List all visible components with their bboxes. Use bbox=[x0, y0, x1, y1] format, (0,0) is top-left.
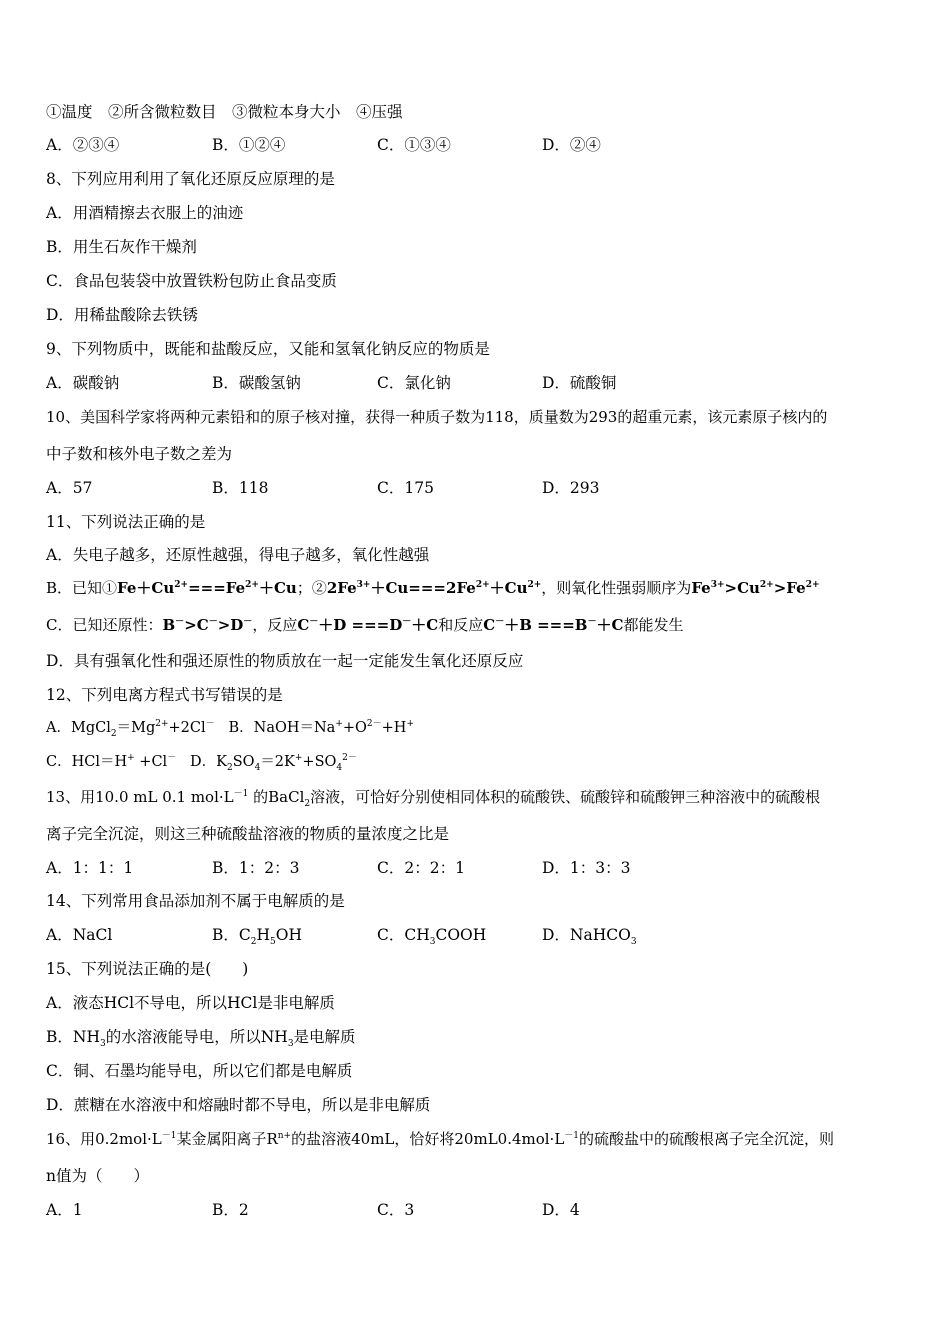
q11-option-b: B．已知$①Fe+Cu^{2+}===Fe^{2+}+Cu$；$②2Fe^{3+}+Cu===2Fe^{2+}+Cu^{2+}$，则氧化性强弱顺序为$Fe^{3+}>Cu^{2+}>Fe^{2+}$ bbox=[46, 579, 820, 597]
q9-option-c: C．氯化钠 bbox=[377, 374, 451, 392]
q9-option-a: A．碳酸钠 bbox=[46, 374, 120, 392]
q16-stem-line1: 16、用$0.2mol\cdot L^{-1}$某金属阳离子$R^{n+}$的盐溶液40mL，恰好将$20mL0.4mol\cdot L^{-1}$的硫酸盐中的硫酸根离子完全沉淀，则 bbox=[46, 1130, 835, 1148]
q16-option-c: C．3 bbox=[377, 1201, 415, 1219]
q12-option-a: $MgCl_2=Mg^{2+}+2Cl^-$ bbox=[70, 719, 215, 739]
q13-option-c: C．2：2：1 bbox=[377, 859, 465, 877]
q14-stem: 14、下列常用食品添加剂不属于电解质的是 bbox=[46, 892, 345, 910]
q11-option-d: D．具有强氧化性和强还原性的物质放在一起一定能发生氧化还原反应 bbox=[46, 652, 524, 670]
q10-option-c: C．175 bbox=[377, 479, 434, 497]
q8-option-a: A．用酒精擦去衣服上的油迹 bbox=[46, 204, 244, 222]
q12-option-d: $K_2SO_4=2K^++SO_4^{2-}$ bbox=[216, 753, 357, 773]
q11-b-order: $Fe^{3+}>Cu^{2+}>Fe^{2+}$ bbox=[691, 579, 820, 597]
q7-option-d: D．②④ bbox=[542, 136, 601, 154]
q12-stem: 12、下列电离方程式书写错误的是 bbox=[46, 686, 283, 704]
q8-option-c: C．食品包装袋中放置铁粉包防止食品变质 bbox=[46, 272, 337, 290]
q10-option-b: B．118 bbox=[212, 479, 269, 497]
q12-options-cd: C．HCl＝H+ +Cl－ D．$K_2SO_4=2K^++SO_4^{2-}$ bbox=[46, 753, 357, 773]
q16-option-d: D．4 bbox=[542, 1201, 580, 1219]
q14-option-a: A．NaCl bbox=[46, 926, 113, 944]
q11-option-a: A．失电子越多，还原性越强，得电子越多，氧化性越强 bbox=[46, 546, 430, 564]
q11-stem: 11、下列说法正确的是 bbox=[46, 513, 206, 531]
q12-option-c: HCl＝H+ +Cl－ bbox=[71, 753, 177, 770]
q7-items: ①温度 ②所含微粒数目 ③微粒本身大小 ④压强 bbox=[46, 103, 403, 121]
q16-option-b: B．2 bbox=[212, 1201, 249, 1219]
q14-option-d: D．NaHCO$_3$ bbox=[542, 926, 637, 948]
q9-option-b: B．碳酸氢钠 bbox=[212, 374, 301, 392]
q10-option-d: D．293 bbox=[542, 479, 600, 497]
q12-options-ab: A．$MgCl_2=Mg^{2+}+2Cl^-$ B．$NaOH=Na^++O^{2-}+H^+$ bbox=[46, 719, 414, 739]
q16-option-a: A．1 bbox=[46, 1201, 83, 1219]
q8-option-b: B．用生石灰作干燥剂 bbox=[46, 238, 197, 256]
q10-stem-line1: 10、美国科学家将两种元素铅和的原子核对撞，获得一种质子数为118，质量数为293的超重元素，该元素原子核内的 bbox=[46, 408, 828, 426]
q15-option-d: D．蔗糖在水溶液中和熔融时都不导电，所以是非电解质 bbox=[46, 1096, 431, 1114]
q15-option-a: A．液态HCl不导电，所以HCl是非电解质 bbox=[46, 994, 335, 1012]
q13-stem-line2: 离子完全沉淀，则这三种硫酸盐溶液的物质的量浓度之比是 bbox=[46, 825, 450, 843]
q16-stem-line2: n值为（ ） bbox=[46, 1167, 149, 1185]
q11-b-eq1: $Fe+Cu^{2+}===Fe^{2+}+Cu$ bbox=[117, 579, 297, 597]
q9-stem: 9、下列物质中，既能和盐酸反应，又能和氢氧化钠反应的物质是 bbox=[46, 340, 490, 358]
q8-option-d: D．用稀盐酸除去铁锈 bbox=[46, 306, 198, 324]
q14-option-b: B．$C_2H_5OH$ bbox=[212, 926, 302, 948]
q9-option-d: D．硫酸铜 bbox=[542, 374, 617, 392]
q15-option-b: B．$NH_3$的水溶液能导电，所以$NH_3$是电解质 bbox=[46, 1028, 356, 1050]
q15-stem: 15、下列说法正确的是( ) bbox=[46, 960, 249, 978]
q14-option-c: C．$CH_3COOH$ bbox=[377, 926, 487, 948]
q13-stem-line1: 13、用10.0 mL 0.1 $mol\cdot L^{-1}$ 的BaCl$_2$溶液，可恰好分别使相同体积的硫酸铁、硫酸锌和硫酸钾三种溶液中的硫酸根 bbox=[46, 788, 821, 809]
q10-option-a: A．57 bbox=[46, 479, 93, 497]
q11-b-eq2: $2Fe^{3+}+Cu===2Fe^{2+}+Cu^{2+}$ bbox=[326, 579, 542, 597]
q7-option-b: B．①②④ bbox=[212, 136, 286, 154]
q7-option-a: A．②③④ bbox=[46, 136, 120, 154]
q13-option-a: A．1：1：1 bbox=[46, 859, 134, 877]
q8-stem: 8、下列应用利用了氧化还原反应原理的是 bbox=[46, 170, 335, 188]
q13-option-b: B．1：2：3 bbox=[212, 859, 300, 877]
q15-option-c: C．铜、石墨均能导电，所以它们都是电解质 bbox=[46, 1062, 353, 1080]
q11-b-lead: B．已知① bbox=[46, 579, 118, 597]
q10-stem-line2: 中子数和核外电子数之差为 bbox=[46, 445, 233, 463]
q11-option-c: C．已知还原性：B－>C－>D－，反应C－＋D ===D－＋C和反应C－＋B ===B－＋C都能发生 bbox=[46, 616, 684, 634]
q7-option-c: C．①③④ bbox=[377, 136, 451, 154]
q12-option-b: $NaOH=Na^++O^{2-}+H^+$ bbox=[253, 719, 414, 736]
q13-option-d: D．1：3：3 bbox=[542, 859, 631, 877]
